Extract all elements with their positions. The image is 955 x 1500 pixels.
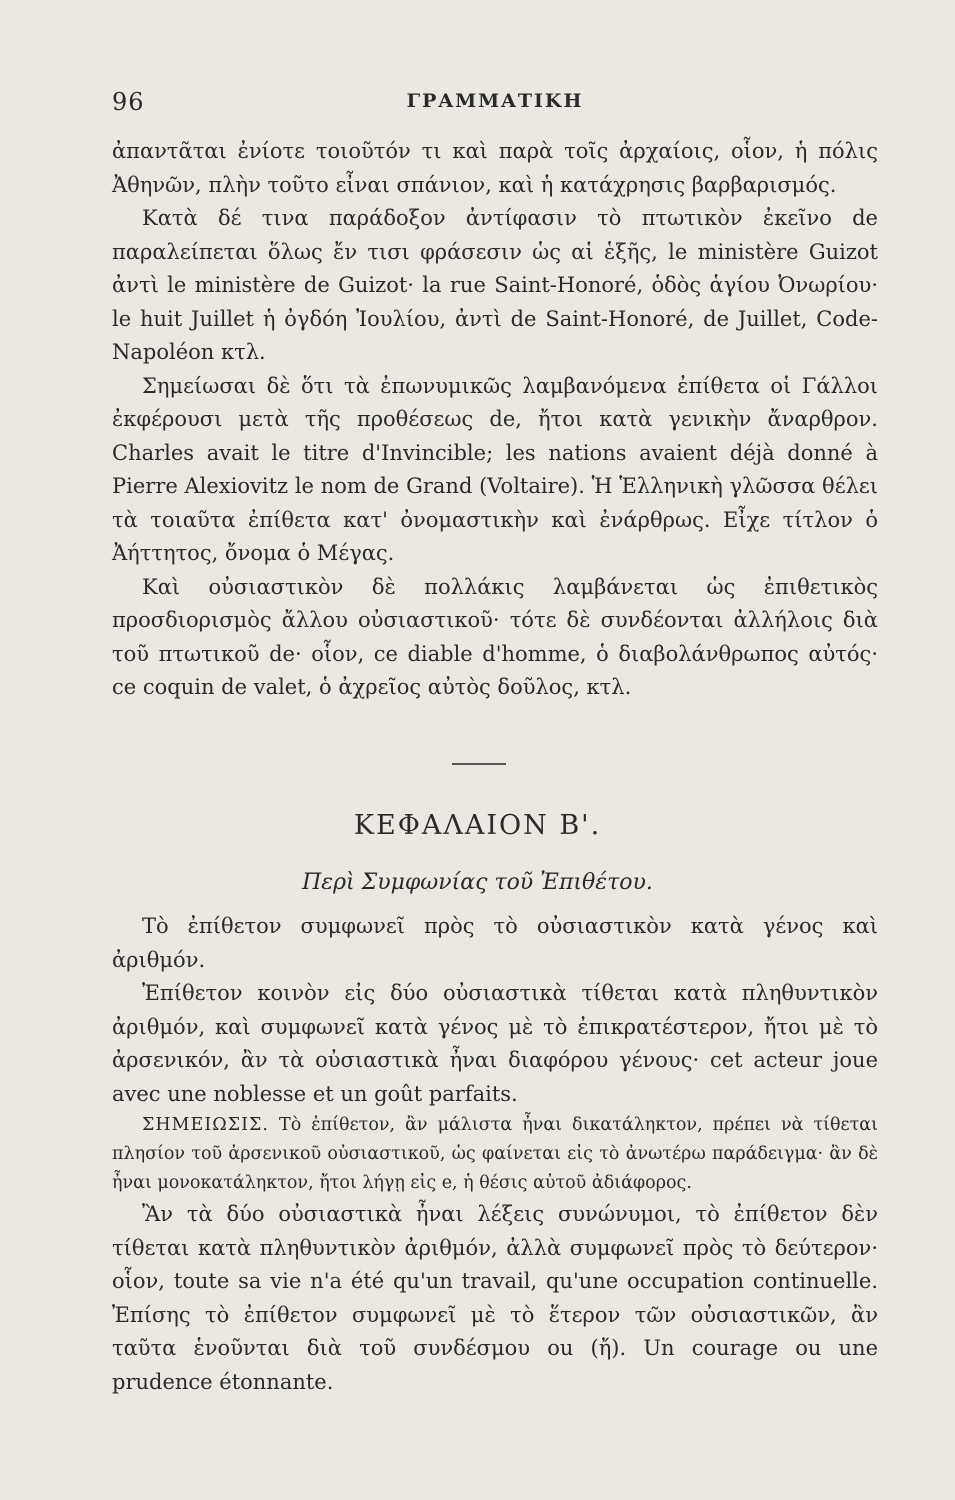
paragraph-epithets-note: Σημείωσαι δὲ ὅτι τὰ ἐπωνυμικῶς λαμβανόμενα ἐπίθετα οἱ Γάλλοι ἐκφέρουσι μετὰ τῆς προθέσεως de, ἤτοι κατὰ γενικὴν ἄναρθρον. Charles avait le titre d'Invincible; les nations avaient déjà donné à Pierre Alexiovitz le nom de Grand (Voltaire). Ἡ Ἑλληνικὴ γλῶσσα θέλει τὰ τοιαῦτα ἐπίθετα κατ' ὀνομαστικὴν καὶ ἐνάρθρως. Εἶχε τίτλον ὁ Ἀήττητος, ὄνομα ὁ Μέγας. [112, 373, 878, 565]
note-label: ΣΗΜΕΙΩΣΙΣ. [142, 1115, 269, 1135]
paragraph-continuation: ἀπαντᾶται ἐνίοτε τοιοῦτόν τι καὶ παρὰ τοῖς ἀρχαίοις, οἷον, ἡ πόλις Ἀθηνῶν, πλὴν τοῦτο εἶναι σπάνιον, καὶ ἡ κατάχρησις βαρβαρισμός. [112, 139, 878, 197]
paragraph-agreement-rule: Τὸ ἐπίθετον συμφωνεῖ πρὸς τὸ οὐσιαστικὸν κατὰ γένος καὶ ἀριθμόν. [112, 914, 878, 972]
chapter-title: ΚΕΦΑΛΑΙΟΝ Β'. [353, 810, 602, 841]
section-divider [452, 763, 506, 765]
bottom-text-block [112, 910, 878, 1399]
top-text-block [112, 135, 878, 705]
note-text: Τὸ ἐπίθετον, ἂν μάλιστα ἦναι δικατάληκτον, πρέπει νὰ τίθεται πλησίον τοῦ ἀρσενικοῦ οὐσιαστικοῦ, ὡς φαίνεται εἰς τὸ ἀνωτέρω παράδειγμα· ἂν δὲ ἦναι μονοκατάληκτον, ἤτοι λήγῃ εἰς e, ἡ θέσις αὐτοῦ ἀδιάφορος. [112, 1115, 878, 1193]
paragraph-synonyms: Ἂν τὰ δύο οὐσιαστικὰ ἦναι λέξεις συνώνυμοι, τὸ ἐπίθετον δὲν τίθεται κατὰ πληθυντικὸν ἀριθμόν, ἀλλὰ συμφωνεῖ πρὸς τὸ δεύτερον· οἷον, toute sa vie n'a été qu'un travail, qu'une occupation continuelle. Ἐπίσης τὸ ἐπίθετον συμφωνεῖ μὲ τὸ ἕτερον τῶν οὐσιαστικῶν, ἂν ταῦτα ἑνοῦνται διὰ τοῦ συνδέσμου ou (ἤ). Un courage ou une prudence étonnante. [112, 1202, 878, 1394]
paragraph-noun-attribute: Καὶ οὐσιαστικὸν δὲ πολλάκις λαμβάνεται ὡς ἐπιθετικὸς προσδιορισμὸς ἄλλου οὐσιαστικοῦ· τότε δὲ συνδέονται ἀλλήλοις διὰ τοῦ πτωτικοῦ de· οἷον, ce diable d'homme, ὁ διαβολάνθρωπος αὐτός· ce coquin de valet, ὁ ἀχρεῖος αὐτὸς δοῦλος, κτλ. [112, 574, 878, 699]
running-head: ΓΡΑΜΜΑΤΙΚΗ [406, 90, 584, 112]
page-number: 96 [112, 88, 145, 116]
chapter-subtitle: Περὶ Συμφωνίας τοῦ Ἐπιθέτου. [302, 870, 653, 895]
paragraph-two-nouns: Ἐπίθετον κοινὸν εἰς δύο οὐσιαστικὰ τίθεται κατὰ πληθυντικὸν ἀριθμόν, καὶ συμφωνεῖ κατὰ γένος μὲ τὸ ἐπικρατέστερον, ἤτοι μὲ τὸ ἀρσενικόν, ἂν τὰ οὐσιαστικὰ ἦναι διαφόρου γένους· cet acteur joue avec une noblesse et un goût parfaits. [112, 981, 878, 1106]
note-paragraph [112, 1111, 878, 1198]
paragraph-ellipsis-de: Κατὰ δέ τινα παράδοξον ἀντίφασιν τὸ πτωτικὸν ἐκεῖνο de παραλείπεται ὅλως ἔν τισι φράσεσιν ὡς αἱ ἑξῆς, le ministère Guizot ἀντὶ le ministère de Guizot· la rue Saint-Honoré, ὁδὸς ἁγίου Ὀνωρίου· le huit Juillet ἡ ὀγδόη Ἰουλίου, ἀντὶ de Saint-Honoré, de Juillet, Code-Napoléon κτλ. [112, 206, 878, 364]
page-header [112, 88, 878, 128]
